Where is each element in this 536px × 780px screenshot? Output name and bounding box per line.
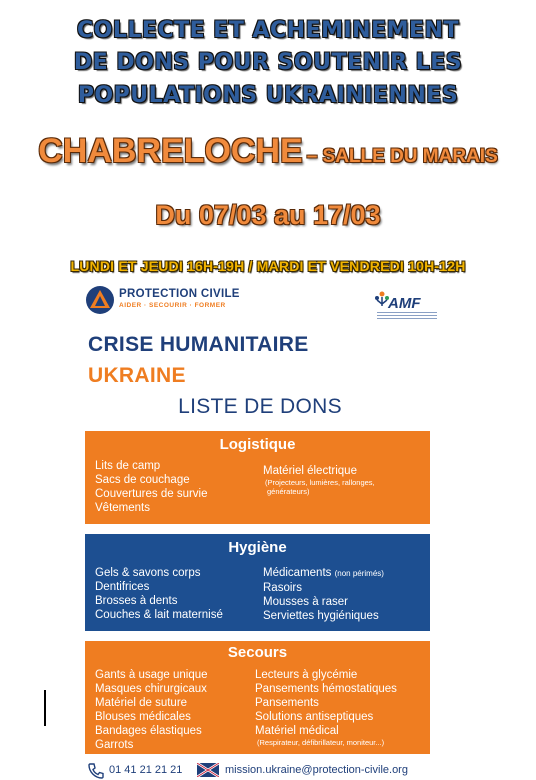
flyer-footer (75, 760, 445, 780)
section-hygiene (85, 534, 430, 631)
list-item: Bandages élastiques (95, 725, 202, 737)
crisis-title: CRISE HUMANITAIRE (88, 333, 309, 356)
item-note: (Projecteurs, lumières, rallonges, (265, 478, 375, 487)
list-item: Couvertures de survie (95, 488, 208, 500)
list-item: Sacs de couchage (95, 474, 190, 486)
list-item: Couches & lait maternisé (95, 609, 223, 621)
partner-name: AMF (388, 295, 421, 312)
text-cursor (44, 690, 46, 726)
item-list-left (95, 459, 208, 515)
item-list-right (263, 566, 384, 623)
list-item: Lits de camp (95, 460, 161, 472)
email-address: mission.ukraine@protection-civile.org (225, 764, 408, 776)
section-title: Hygiène (228, 539, 287, 556)
phone-icon (87, 762, 105, 780)
partner-subtitle-lines (377, 312, 437, 320)
protection-civile-logo-icon (85, 285, 115, 315)
list-item: Solutions antiseptiques (255, 711, 374, 723)
list-item: Matériel de suture (95, 697, 188, 709)
venue-hall: – SALLE DU MARAIS (306, 146, 498, 167)
list-item: Brosses à dents (95, 595, 178, 607)
list-item: Vêtements (95, 502, 150, 514)
section-logistique (85, 431, 430, 524)
list-item: Rasoirs (263, 582, 302, 594)
donation-flyer (75, 280, 445, 780)
header-line-1: COLLECTE ET ACHEMINEMENT (77, 18, 459, 43)
dates: Du 07/03 au 17/03 (155, 200, 381, 230)
venue-town: CHABRELOCHE (38, 132, 303, 170)
list-item: Blouses médicales (95, 711, 191, 723)
list-item: Garrots (95, 739, 134, 751)
list-item (263, 566, 384, 581)
section-title: Logistique (219, 436, 296, 453)
list-title: LISTE DE DONS (178, 395, 342, 418)
list-item: Matériel électrique (263, 465, 357, 477)
list-item: Serviettes hygiéniques (263, 610, 379, 622)
list-item: Dentifrices (95, 581, 150, 593)
item-note: (Respirateur, défibrillateur, moniteur...) (257, 738, 385, 747)
org-name: PROTECTION CIVILE (119, 288, 240, 300)
list-item: Matériel médical (255, 725, 339, 737)
phone-number: 01 41 21 21 21 (109, 764, 183, 776)
item-list-right (255, 668, 397, 747)
venue (0, 132, 536, 171)
item-label: Médicaments (263, 567, 332, 579)
item-list-left (95, 668, 208, 752)
uk-flag-icon (197, 763, 219, 777)
crisis-subtitle: UKRAINE (88, 364, 186, 387)
header-line-2: DE DONS POUR SOUTENIR LES (73, 50, 463, 75)
section-secours (85, 641, 430, 754)
list-item: Pansements hémostatiques (255, 683, 397, 695)
list-item: Mousses à raser (263, 596, 349, 608)
list-item: Pansements (255, 697, 319, 709)
opening-hours: LUNDI ET JEUDI 16H-19H / MARDI ET VENDREDI 10H-12H (70, 258, 466, 274)
item-list-left (95, 566, 223, 622)
org-tagline: AIDER · SECOURIR · FORMER (119, 302, 226, 309)
section-title: Secours (227, 644, 288, 661)
list-item: Masques chirurgicaux (95, 683, 207, 695)
item-list-right (263, 464, 375, 496)
header-line-3: POPULATIONS UKRAINIENNES (77, 83, 459, 108)
list-item: Lecteurs à glycémie (255, 669, 358, 681)
item-note: (non périmés) (334, 569, 384, 578)
list-item: Gants à usage unique (95, 669, 208, 681)
item-note: générateurs) (267, 487, 310, 496)
list-item: Gels & savons corps (95, 567, 201, 579)
